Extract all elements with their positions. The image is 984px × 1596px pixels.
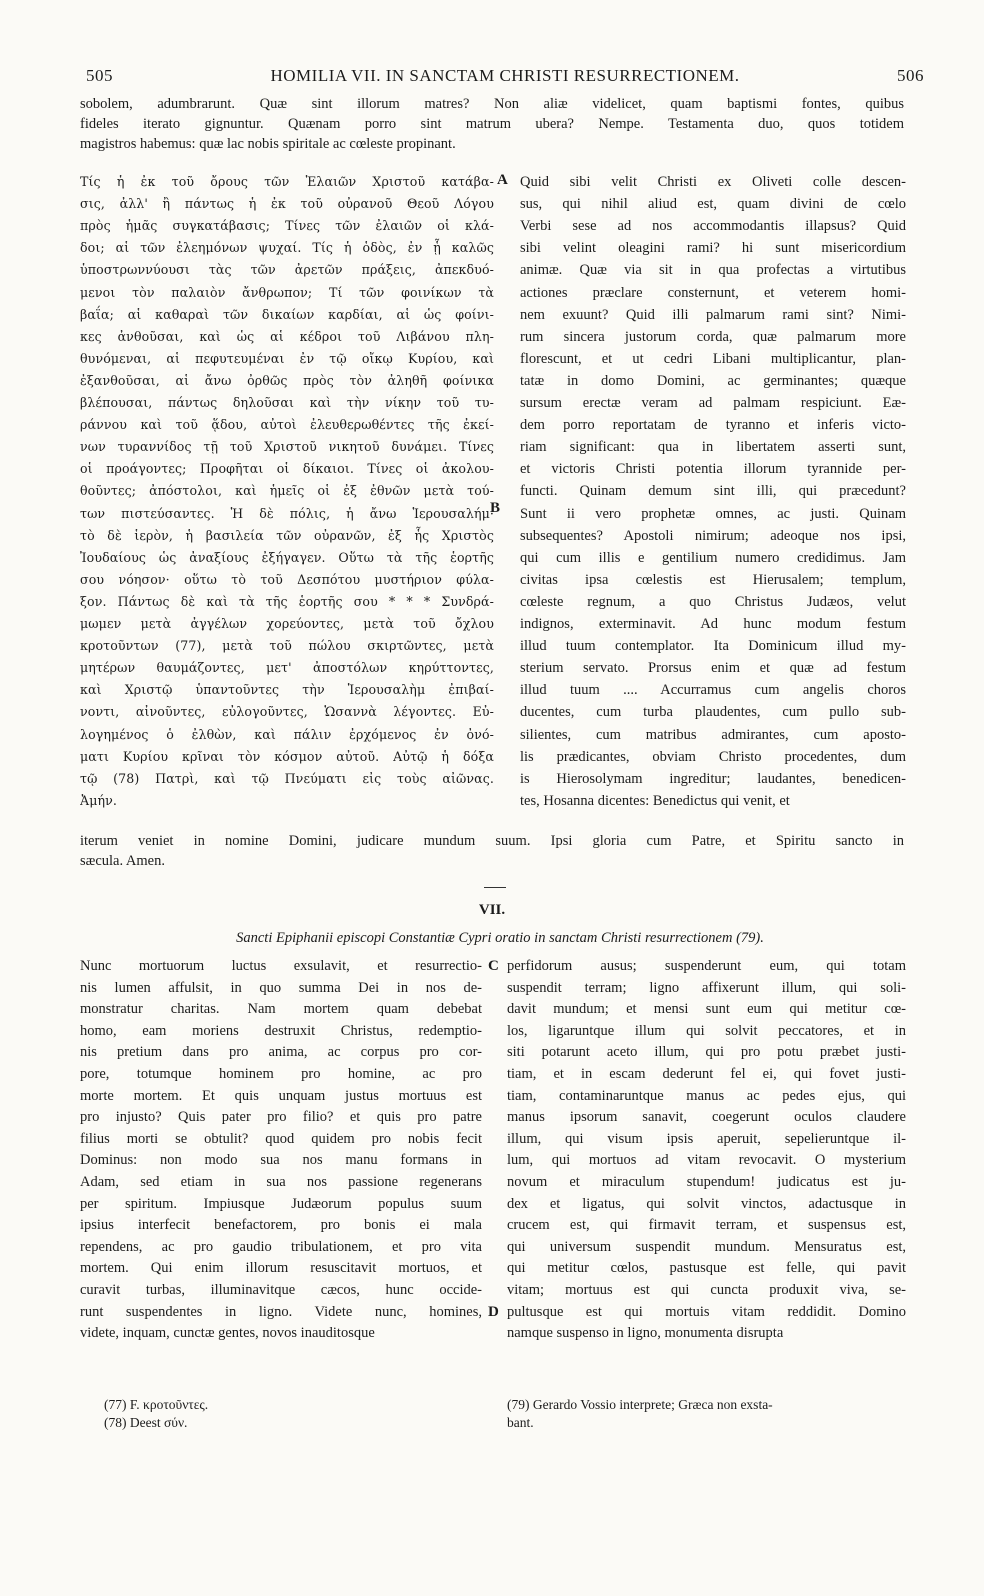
text-line: νοντι, αἰνοῦντες, εὐλογοῦντες, Ὡσαννὰ λέγοντες. Εὐ- [80, 704, 494, 720]
text-line: subsequentes? Apostoli nimirum; adeoque nos ipsi, [520, 527, 906, 544]
text-line: οἱ προάγοντες; Προφῆται οἱ δίκαιοι. Τίνες οἱ ἀκολου- [80, 461, 494, 477]
text-line: magistros habemus: quæ lac nobis spiritale ac cœleste propinant. [80, 136, 456, 152]
text-line: pro injusto? Quis pater pro filio? et quis pro patre [80, 1109, 482, 1126]
text-line: nis lumen affulsit, in quo summa Dei in nos de- [80, 979, 482, 996]
footnotes-left [104, 1396, 208, 1432]
text-line: iterum veniet in nomine Domini, judicare mundum suum. Ipsi gloria cum Patre, et Spiritu sancto in [80, 833, 904, 849]
bottom-right-column [507, 956, 906, 1345]
text-line: qui cum illis e gentilium numero credidimus. Jam [520, 549, 906, 566]
section-number: VII. [478, 902, 506, 918]
text-line: perfidorum ausus; suspenderunt eum, qui totam [507, 958, 906, 974]
text-line: dem porro reportatam de tyranno et inferis victo- [520, 417, 906, 434]
text-line: κροτοῦντων (77), μετὰ τοῦ πώλου σκιρτῶντες, μετὰ [80, 638, 494, 654]
text-line: suspendit terram; ligno affixerunt illum, qui soli- [507, 979, 906, 996]
text-line: πρὸς ἡμᾶς συγκατάβασις; Τίνες τῶν ἐλαιῶν οἱ κλά- [80, 218, 494, 234]
footnote-77: (77) F. κροτοῦντες. [104, 1397, 209, 1412]
text-line: novum et miraculum stupendum! judicatus est ju- [507, 1174, 906, 1190]
text-line: βλέπουσαι, πάντως δηλοῦσαι καὶ τὴν νίκην τοῦ τυ- [80, 395, 494, 410]
text-line: videte, inquam, cunctæ gentes, novos inauditosque [80, 1325, 375, 1342]
text-line: pultusque est qui mortuis vitam reddidit. Domino [507, 1303, 906, 1320]
text-line: των πιστεύσαντες. Ἡ δὲ πόλις, ἡ ἄνω Ἱερουσαλήμ· [80, 505, 494, 521]
text-line: civitas ipsa cœlestis est Hierusalem; templum, [520, 571, 906, 588]
text-line: fideles iterato gignuntur. Quænam porro sint matrum ubera? Nempe. Testamenta duo, quos totidem [80, 116, 904, 132]
text-line: actiones præclare consternunt, et veterem homi- [520, 284, 906, 301]
text-line: vitam; mortuus est qui cuncta produxit viva, se- [507, 1282, 906, 1298]
bottom-left-column [80, 956, 482, 1345]
text-line: Sunt ii vero prophetæ omnes, ac justi. Quinam [520, 505, 906, 522]
text-line: curavit turbas, illuminavitque cæcos, hunc occide- [80, 1282, 482, 1298]
text-line: is Hierosolymam ingreditur; laudantes, benedicen- [520, 770, 906, 787]
running-title: HOMILIA VII. IN SANCTAM CHRISTI RESURRECTIONEM. [270, 66, 740, 85]
footnote-79-cont: bant. [507, 1415, 534, 1430]
text-line: siti potarunt aceto illum, qui pro potu præbet justi- [507, 1044, 906, 1061]
margin-marker-c: C [488, 958, 499, 974]
text-line: lum, qui mortuos ad vitam revocavit. O mysterium [507, 1152, 906, 1169]
text-line: lis prædicantes, obviam Christo procedentes, dum [520, 748, 906, 765]
text-line: pore, totumque hominem pro homine, ac pro [80, 1066, 482, 1082]
text-line: νων τυραννίδος τῇ τοῦ Χριστοῦ νικητοῦ δυνάμει. Τίνες [80, 439, 494, 455]
text-line: illud tuum contemplator. Ita Dominicum illud my- [520, 638, 906, 655]
text-line: τῷ (78) Πατρὶ, καὶ τῷ Πνεύματι εἰς τοὺς αἰῶνας. [80, 770, 494, 786]
page-number-right: 506 [897, 66, 924, 85]
text-line: mortem. Qui enim illorum resuscitavit mortuos, et [80, 1260, 482, 1277]
text-line: Nunc mortuorum luctus exsulavit, et resurrectio- [80, 958, 482, 974]
text-line: Verbi sese ad nos accommodantis illapsus? Quid [520, 218, 906, 235]
text-line: crucem est, qui firmavit terram, et suspensus est, [507, 1217, 906, 1234]
text-line: qui metitur cœlos, pastusque est felle, qui pavit [507, 1260, 906, 1277]
top-paragraph [80, 94, 904, 154]
text-line: Quid sibi velit Christi ex Oliveti colle descen- [520, 174, 906, 190]
text-line: qui universum suspendit mundum. Mensuratus est, [507, 1238, 906, 1255]
text-line: ματι Κυρίου κρῖναι τὸν κόσμον αὐτοῦ. Αὐτῷ ἡ δόξα [80, 748, 494, 764]
closing-paragraph [80, 831, 904, 871]
margin-marker-a: A [497, 172, 508, 188]
text-line: Ἀμήν. [80, 792, 117, 808]
text-line: indignos, exterminavit. Ad hunc modum festum [520, 616, 906, 632]
text-line: cœleste regnum, a quo Christus Judæos, velut [520, 593, 906, 610]
greek-column [80, 171, 494, 812]
text-line: μενοι τὸν παλαιὸν ἄνθρωπον; Τί τῶν φοινίκων τὰ [80, 284, 494, 300]
text-line: per spiritum. Impiusque Judæorum populus suum [80, 1195, 482, 1212]
text-line: ἐξανθοῦσαι, αἱ ἄνω ὀρθῶς πρὸς τὸν ἀληθῆ φοίνικα [80, 372, 494, 388]
text-line: nis pretium dans pro anima, ac corpus pro cor- [80, 1044, 482, 1061]
page-number-left: 505 [86, 66, 113, 85]
text-line: tiam, et in escam dederunt fel ei, qui fovet justi- [507, 1066, 906, 1082]
text-line: functi. Quinam demum sint illi, qui præcedunt? [520, 483, 906, 500]
margin-marker-d: D [488, 1304, 499, 1320]
text-line: ipsius interfecit benefactorem, pro bonis ei mala [80, 1217, 482, 1234]
text-line: ducentes, cum turba plaudentes, cum pullo sub- [520, 704, 906, 721]
text-line: tiam, contaminaruntque manus ac pedes ejus, qui [507, 1087, 906, 1104]
text-line: filius morti se obtulit? quod quidem pro nobis fecit [80, 1130, 482, 1147]
text-line: namque suspenso in ligno, monumenta disrupta [507, 1325, 784, 1342]
text-line: riam significant: qua in libertatem asserti sunt, [520, 439, 906, 456]
text-line: tatæ in domo Domini, ac germinantes; quæque [520, 372, 906, 389]
text-line: silientes, cum matribus admirantes, cum aposto- [520, 726, 906, 743]
text-line: καὶ Χριστῷ ὑπαντοῦντες τὴν Ἱερουσαλὴμ ἐπιβαί- [80, 682, 494, 698]
text-line: florescunt, et ut cedri Libani multiplicantur, plan- [520, 350, 906, 367]
text-line: σου νόησον· οὕτω τὸ τοῦ Δεσπότου μυστήριον φύλα- [80, 571, 494, 587]
footnotes-right [507, 1396, 906, 1432]
text-line: μητέρων θαυμάζοντες, μετ' ἀποστόλων κηρύττοντες, [80, 660, 494, 676]
text-line: los, ligaruntque illum qui solvit peccatores, et in [507, 1022, 906, 1039]
text-line: λογημένος ὁ ἐλθὼν, καὶ πάλιν ἐρχόμενος ἐν ὀνό- [80, 726, 494, 742]
text-line: τὸ δὲ ἱερὸν, ἡ βασιλεία τῶν οὐρανῶν, ἐξ ἧς Χριστὸς [80, 527, 494, 543]
text-line: ράννου καὶ τοῦ ᾅδου, αὐτοὶ ἐλευθερωθέντες τῆς ἐκεί- [80, 417, 494, 433]
text-line: sobolem, adumbrarunt. Quæ sint illorum matres? Non aliæ videlicet, quam baptismi fontes, quibus [80, 96, 904, 112]
text-line: θυνόμεναι, αἱ πεφυτευμέναι ἐν τῷ οἴκῳ Κυρίου, καὶ [80, 350, 494, 366]
latin-column [520, 171, 906, 812]
text-line: sursum erectæ veram ad palmam respiciunt. Eæ- [520, 395, 906, 411]
text-line: animæ. Quæ via sit in qua profectas a virtutibus [520, 262, 906, 279]
text-line: runt suspendentes in ligno. Videte nunc, homines, [80, 1303, 482, 1320]
text-line: dex et ligatus, qui solvit vinctos, adactusque in [507, 1195, 906, 1212]
text-line: Dominus: non modo sua nos manu formans in [80, 1152, 482, 1169]
text-line: rependens, ac pro gaudio tribulationem, et pro vita [80, 1238, 482, 1255]
section-rule [484, 887, 506, 888]
text-line: Τίς ἡ ἐκ τοῦ ὄρους τῶν Ἐλαιῶν Χριστοῦ κατάβα- [80, 174, 494, 189]
text-line: μωμεν μετὰ ἀγγέλων χορεύοντες, μετὰ τοῦ ὄχλου [80, 616, 494, 631]
text-line: homo, eam moriens destruxit Christus, redemptio- [80, 1022, 482, 1039]
text-line: davit mundum; et mensi sunt eum qui metitur cœ- [507, 1001, 906, 1018]
text-line: sibi velint oleagini rami? hi sunt misericordium [520, 240, 906, 257]
footnote-78: (78) Deest σύν. [104, 1415, 188, 1430]
text-line: illud tuum .... Accurramus cum angelis choros [520, 682, 906, 699]
running-header [86, 66, 924, 94]
text-line: βαΐα; αἱ καθαραὶ τῶν δικαίων καρδίαι, αἱ ὡς φοίνι- [80, 306, 494, 322]
text-line: ὑποστρωννύουσι τὰς τῶν ἀρετῶν πράξεις, ἀπεκδυό- [80, 262, 494, 278]
text-line: manus ipsorum sanavit, coegerunt oculos claudere [507, 1109, 906, 1126]
margin-marker-b: B [490, 500, 501, 516]
text-line: sus, qui nihil aliud est, quam divini de cœlo [520, 196, 906, 213]
text-line: ξον. Πάντως δὲ καὶ τὰ τῆς ἑορτῆς σου * * * Συνδρά- [80, 593, 494, 609]
text-line: nem exuunt? Quid illi palmarum rami sint? Nimi- [520, 306, 906, 323]
text-line: σις, ἀλλ' ἢ πάντως ἡ ἐκ τοῦ οὐρανοῦ Θεοῦ Λόγου [80, 196, 494, 212]
text-line: sterium servato. Prorsus enim et quæ ad festum [520, 660, 906, 677]
text-line: rum sincera justorum corda, quæ palmarum more [520, 328, 906, 345]
text-line: et victoris Christi potentia illorum tyrannide per- [520, 461, 906, 478]
section-title: Sancti Epiphanii episcopi Constantiæ Cypri oratio in sanctam Christi resurrectionem (79). [236, 930, 764, 946]
text-line: tes, Hosanna dicentes: Benedictus qui venit, et [520, 792, 790, 809]
footnote-79: (79) Gerardo Vossio interprete; Græca non exsta- [507, 1397, 773, 1412]
text-line: sæcula. Amen. [80, 853, 165, 869]
text-line: morte mortem. Et quis unquam justus mortuus est [80, 1087, 482, 1104]
text-line: Ἰουδαίους ὡς ἀναξίους ἐξήγαγεν. Οὕτω τὰ τῆς ἑορτῆς [80, 549, 494, 565]
text-line: monstratur charitas. Nam mortem quam debebat [80, 1001, 482, 1018]
text-line: Adam, sed etiam in sua nos passione regenerans [80, 1174, 482, 1190]
text-line: θοῦντες; ἀπόστολοι, καὶ ἡμεῖς οἱ ἐξ ἐθνῶν μετὰ τού- [80, 483, 494, 499]
text-line: illum, qui visum ipsis aperuit, sepelieruntque il- [507, 1130, 906, 1147]
text-line: δοι; αἱ τῶν ἐλεημόνων ψυχαί. Τίς ἡ ὁδὸς, ἐν ᾗ καλῶς [80, 240, 494, 256]
text-line: κες ἀνθοῦσαι, καὶ ὡς αἱ κέδροι τοῦ Λιβάνου πλη- [80, 328, 494, 344]
